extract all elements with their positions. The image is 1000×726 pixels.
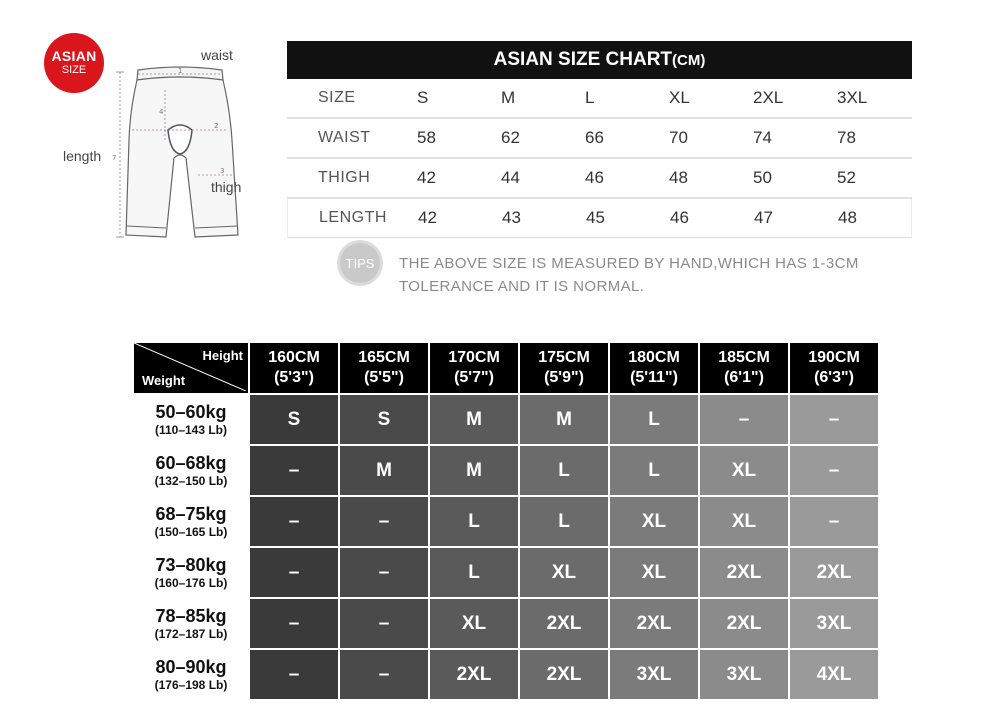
size-chart-cell: 66 — [585, 128, 604, 147]
weight-kg: 73–80kg — [155, 554, 227, 575]
size-recommendation-cell: – — [790, 395, 878, 444]
tips-icon: TIPS — [340, 243, 380, 283]
tips-text — [399, 252, 919, 298]
size-recommendation-cell: – — [790, 497, 878, 546]
size-recommendation-cell: S — [340, 395, 428, 444]
size-recommendation-cell: – — [700, 395, 788, 444]
size-recommendation-cell: XL — [700, 446, 788, 495]
size-chart-cell: 48 — [669, 168, 688, 187]
weight-row — [134, 599, 878, 648]
size-recommendation-cell: XL — [610, 497, 698, 546]
size-recommendation-cell: L — [520, 497, 608, 546]
size-chart-cell: XL — [669, 88, 690, 107]
size-recommendation-cell: L — [610, 395, 698, 444]
size-recommendation-cell: M — [430, 395, 518, 444]
height-header-cell — [340, 343, 428, 393]
height-header-cell — [700, 343, 788, 393]
weight-lb: (176–198 Lb) — [154, 677, 228, 692]
size-recommendation-cell: 2XL — [610, 599, 698, 648]
weight-row — [134, 650, 878, 699]
waist-label: waist — [201, 47, 233, 63]
size-recommendation-cell: M — [340, 446, 428, 495]
size-recommendation-cell: – — [340, 599, 428, 648]
size-recommendation-cell: 3XL — [790, 599, 878, 648]
size-recommendation-cell: 2XL — [520, 650, 608, 699]
size-recommendation-cell: 3XL — [610, 650, 698, 699]
height-header-cell — [520, 343, 608, 393]
weight-lb: (110–143 Lb) — [154, 422, 228, 437]
size-chart-row-label: LENGTH — [319, 209, 387, 226]
size-recommendation-cell: XL — [610, 548, 698, 597]
size-chart-row — [287, 79, 912, 119]
size-recommendation-cell: – — [250, 446, 338, 495]
height-ft: (6'3") — [814, 369, 854, 386]
weight-kg: 68–75kg — [155, 503, 227, 524]
size-chart-cell: 50 — [753, 168, 772, 187]
height-ft: (6'1") — [724, 369, 764, 386]
size-chart-cell: 70 — [669, 128, 688, 147]
height-ft: (5'5") — [364, 369, 404, 386]
weight-lb: (160–176 Lb) — [154, 575, 228, 590]
weight-kg: 60–68kg — [155, 452, 227, 473]
size-chart-cell: 48 — [838, 208, 857, 227]
weight-header-cell — [134, 395, 248, 444]
weight-row — [134, 395, 878, 444]
height-cm: 185CM — [718, 349, 770, 366]
weight-kg: 50–60kg — [155, 401, 227, 422]
size-recommendation-cell: – — [250, 599, 338, 648]
size-recommendation-cell: – — [340, 548, 428, 597]
size-chart-row — [287, 119, 912, 159]
size-chart-cell: 3XL — [837, 88, 868, 107]
weight-kg: 78–85kg — [155, 605, 227, 626]
size-chart-unit: (CM) — [672, 51, 706, 69]
badge-line1: ASIAN — [51, 48, 97, 64]
size-chart-cell: 62 — [501, 128, 520, 147]
asian-size-chart — [287, 41, 912, 238]
size-chart-row — [287, 199, 912, 238]
height-header-cell — [790, 343, 878, 393]
size-recommendation-cell: – — [340, 650, 428, 699]
size-chart-cell: 47 — [754, 208, 773, 227]
height-weight-size-grid — [132, 341, 880, 701]
size-recommendation-cell: 2XL — [430, 650, 518, 699]
shorts-illustration — [60, 40, 280, 250]
size-chart-cell: 46 — [585, 168, 604, 187]
size-chart-cell: 46 — [670, 208, 689, 227]
marker-3: 3 — [220, 167, 225, 175]
size-recommendation-cell: M — [430, 446, 518, 495]
height-ft: (5'11") — [630, 369, 678, 386]
weight-lb: (172–187 Lb) — [154, 626, 228, 641]
height-ft: (5'9") — [544, 369, 584, 386]
size-recommendation-cell: XL — [430, 599, 518, 648]
size-recommendation-cell: – — [790, 446, 878, 495]
tips-line-2: TOLERANCE AND IT IS NORMAL. — [399, 278, 645, 295]
size-chart-row-label: WAIST — [318, 129, 371, 146]
corner-height-label: Height — [202, 348, 243, 363]
weight-header-cell — [134, 497, 248, 546]
size-recommendation-cell: – — [250, 650, 338, 699]
size-recommendation-cell: – — [250, 497, 338, 546]
weight-header-cell — [134, 650, 248, 699]
size-chart-row-label: SIZE — [318, 89, 356, 106]
size-chart-cell: 74 — [753, 128, 772, 147]
size-recommendation-cell: L — [430, 548, 518, 597]
weight-kg: 80–90kg — [155, 656, 227, 677]
size-recommendation-cell: 2XL — [790, 548, 878, 597]
size-chart-row — [287, 159, 912, 199]
height-cm: 180CM — [628, 349, 680, 366]
size-chart-cell: 45 — [586, 208, 605, 227]
size-recommendation-cell: L — [430, 497, 518, 546]
tips-line-1: THE ABOVE SIZE IS MEASURED BY HAND,WHICH HAS 1-3CM — [399, 255, 859, 272]
height-header-cell — [250, 343, 338, 393]
size-chart-title — [287, 41, 912, 79]
height-header-cell — [430, 343, 518, 393]
size-chart-cell: 58 — [417, 128, 436, 147]
weight-row — [134, 548, 878, 597]
size-recommendation-cell: L — [610, 446, 698, 495]
size-recommendation-cell: 2XL — [700, 548, 788, 597]
size-chart-cell: 42 — [417, 168, 436, 187]
weight-header-cell — [134, 599, 248, 648]
size-chart-title-text: ASIAN SIZE CHART — [493, 49, 673, 70]
height-ft: (5'3") — [274, 369, 314, 386]
size-recommendation-cell: XL — [700, 497, 788, 546]
height-cm: 190CM — [808, 349, 860, 366]
size-recommendation-cell: XL — [520, 548, 608, 597]
height-cm: 165CM — [358, 349, 410, 366]
size-chart-cell: L — [585, 88, 595, 107]
weight-lb: (132–150 Lb) — [154, 473, 228, 488]
marker-2: 2 — [214, 122, 219, 130]
size-recommendation-cell: – — [340, 497, 428, 546]
height-ft: (5'7") — [454, 369, 494, 386]
size-recommendation-cell: L — [520, 446, 608, 495]
marker-1: 1 — [178, 67, 183, 75]
weight-lb: (150–165 Lb) — [154, 524, 228, 539]
shorts-diagram — [60, 40, 280, 250]
weight-row — [134, 446, 878, 495]
size-chart-cell: M — [501, 88, 516, 107]
grid-body — [134, 395, 878, 699]
marker-7: 7 — [112, 154, 117, 162]
size-recommendation-cell: 2XL — [700, 599, 788, 648]
size-chart-cell: S — [417, 88, 429, 107]
size-chart-row-label: THIGH — [318, 169, 371, 186]
thigh-label: thigh — [211, 179, 242, 195]
weight-header-cell — [134, 446, 248, 495]
size-recommendation-cell: S — [250, 395, 338, 444]
size-recommendation-cell: 2XL — [520, 599, 608, 648]
height-cm: 175CM — [538, 349, 590, 366]
size-recommendation-cell: 4XL — [790, 650, 878, 699]
height-cm: 160CM — [268, 349, 320, 366]
size-chart-cell: 52 — [837, 168, 856, 187]
corner-weight-label: Weight — [142, 373, 186, 388]
size-chart-rows — [287, 79, 912, 238]
weight-header-cell — [134, 548, 248, 597]
height-cm: 170CM — [448, 349, 500, 366]
size-chart-cell: 78 — [837, 128, 856, 147]
size-recommendation-cell: M — [520, 395, 608, 444]
size-chart-cell: 44 — [501, 168, 520, 187]
size-recommendation-cell: 3XL — [700, 650, 788, 699]
size-chart-cell: 2XL — [753, 88, 784, 107]
badge-line2: SIZE — [61, 64, 87, 76]
weight-row — [134, 497, 878, 546]
height-header-cell — [610, 343, 698, 393]
size-chart-cell: 42 — [418, 208, 437, 227]
grid-header-row — [134, 343, 878, 393]
size-chart-cell: 43 — [502, 208, 521, 227]
length-label: length — [63, 148, 102, 164]
marker-4: 4 — [159, 108, 164, 116]
grid-corner — [134, 343, 248, 393]
size-recommendation-cell: – — [250, 548, 338, 597]
